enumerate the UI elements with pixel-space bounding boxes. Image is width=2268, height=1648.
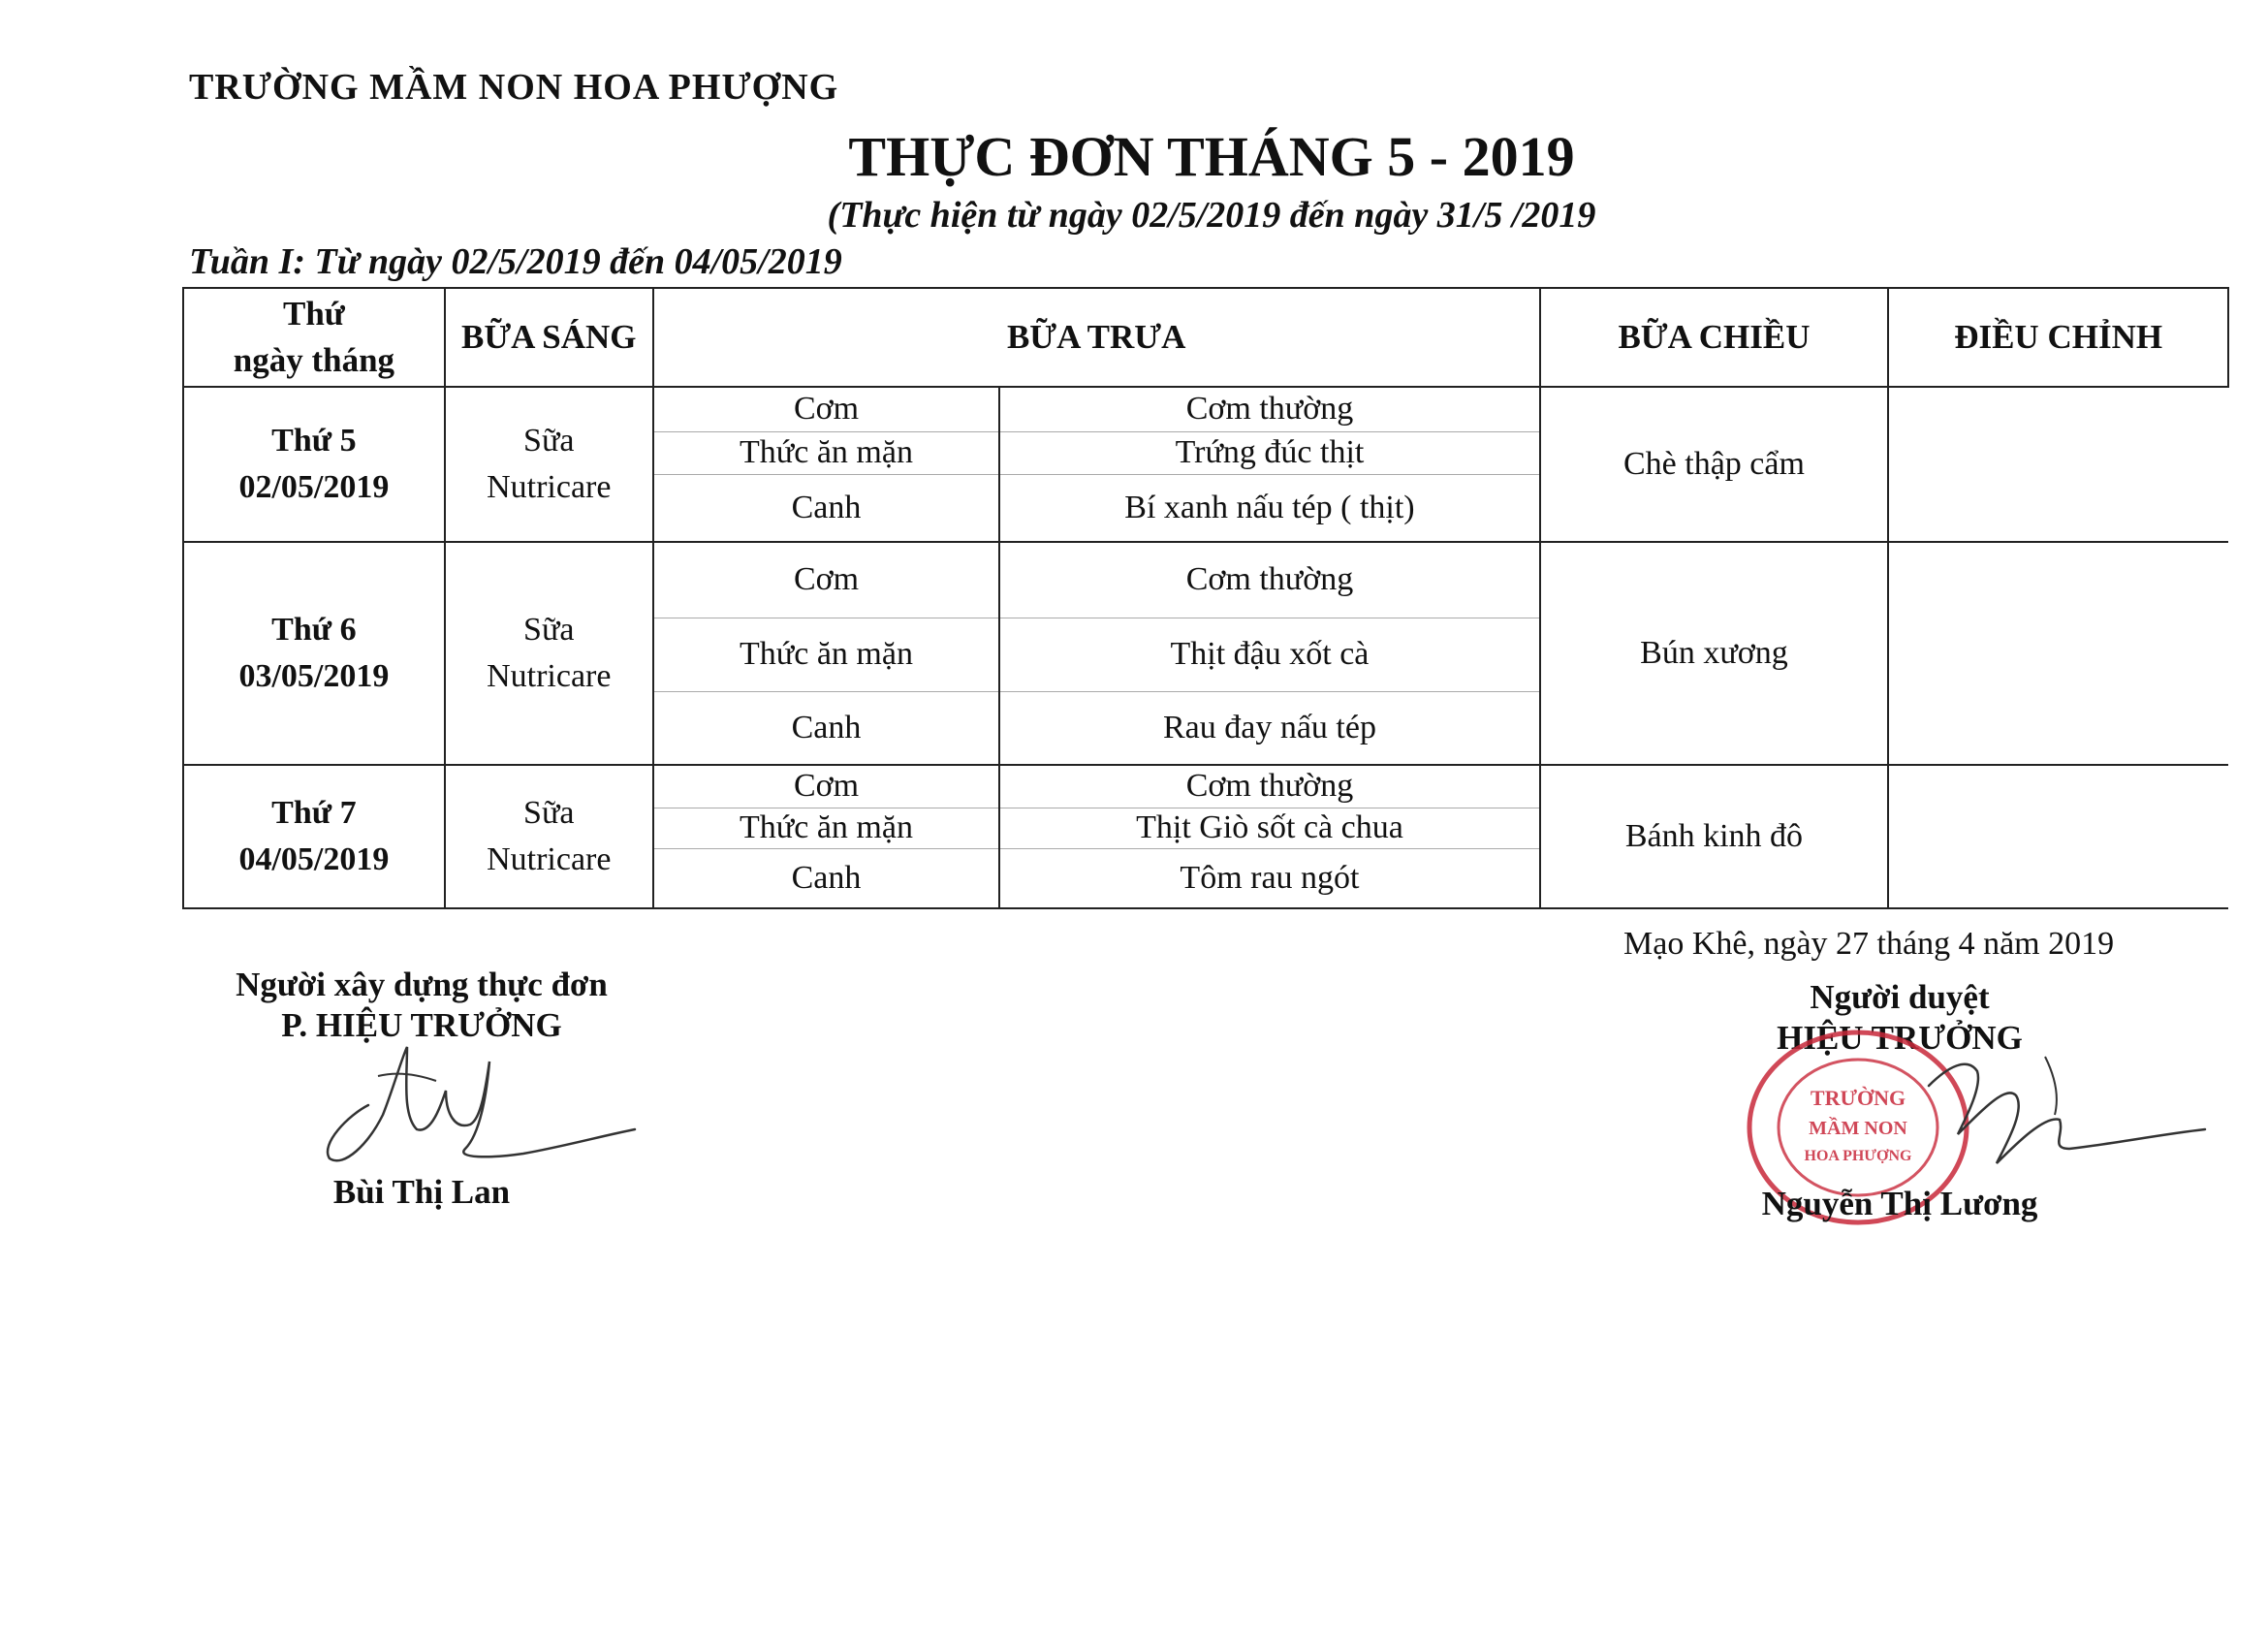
breakfast-cell	[445, 542, 653, 765]
table-row	[183, 765, 2228, 808]
breakfast-line2: Nutricare	[487, 469, 612, 505]
right-signatory-name: Nguyễn Thị Lương	[1761, 1185, 2038, 1222]
stamp-text-mid: MẦM NON	[1809, 1118, 1907, 1139]
header-afternoon: BỮA CHIỀU	[1540, 288, 1889, 387]
lunch-label: Canh	[653, 848, 1000, 908]
adjustment-cell	[1888, 387, 2228, 542]
stamp-text-top: TRƯỜNG	[1810, 1086, 1906, 1110]
right-signature	[1822, 1028, 2210, 1192]
afternoon-cell: Bún xương	[1540, 542, 1889, 765]
left-role-line1: Người xây dựng thực đơn	[236, 966, 608, 1003]
header-day	[183, 288, 445, 387]
right-role-line2: HIỆU TRƯỞNG	[1777, 1019, 2023, 1057]
place-date: Mạo Khê, ngày 27 tháng 4 năm 2019	[1623, 926, 2115, 962]
page-title: THỰC ĐƠN THÁNG 5 - 2019	[848, 125, 1575, 188]
lunch-label: Canh	[653, 474, 1000, 542]
breakfast-line1: Sữa	[523, 423, 575, 459]
breakfast-cell	[445, 765, 653, 908]
day-date: 04/05/2019	[238, 841, 390, 877]
afternoon-cell: Chè thập cẩm	[1540, 387, 1889, 542]
day-name: Thứ 5	[271, 423, 357, 459]
header-breakfast: BỮA SÁNG	[445, 288, 653, 387]
lunch-dish: Cơm thường	[999, 542, 1539, 618]
right-role-line1: Người duyệt	[1810, 978, 1990, 1016]
table-header-row	[183, 288, 2228, 387]
week-label: Tuần I: Từ ngày 02/5/2019 đến 04/05/2019	[189, 241, 842, 282]
lunch-label: Cơm	[653, 542, 1000, 618]
lunch-dish: Cơm thường	[999, 765, 1539, 808]
adjustment-cell	[1888, 765, 2228, 908]
lunch-label: Cơm	[653, 387, 1000, 431]
breakfast-line2: Nutricare	[487, 841, 612, 877]
day-cell	[183, 387, 445, 542]
header-day-line2: ngày tháng	[233, 341, 395, 379]
lunch-dish: Thịt Giò sốt cà chua	[999, 808, 1539, 848]
day-date: 03/05/2019	[238, 658, 390, 694]
day-name: Thứ 7	[271, 795, 357, 831]
header-day-line1: Thứ	[283, 295, 345, 333]
day-name: Thứ 6	[271, 612, 357, 648]
table-row	[183, 387, 2228, 431]
school-name: TRƯỜNG MẦM NON HOA PHƯỢNG	[189, 67, 839, 108]
lunch-dish: Bí xanh nấu tép ( thịt)	[999, 474, 1539, 542]
breakfast-line1: Sữa	[523, 612, 575, 648]
adjustment-cell	[1888, 542, 2228, 765]
lunch-label: Cơm	[653, 765, 1000, 808]
day-date: 02/05/2019	[238, 469, 390, 505]
lunch-dish: Cơm thường	[999, 387, 1539, 431]
stamp-text-bottom: HOA PHƯỢNG	[1804, 1148, 1912, 1164]
lunch-dish: Thịt đậu xốt cà	[999, 618, 1539, 691]
lunch-label: Thức ăn mặn	[653, 808, 1000, 848]
left-signatory-name: Bùi Thị Lan	[332, 1173, 511, 1211]
menu-table	[182, 287, 2229, 909]
lunch-label: Thức ăn mặn	[653, 431, 1000, 474]
lunch-dish: Tôm rau ngót	[999, 848, 1539, 908]
lunch-dish: Rau đay nấu tép	[999, 691, 1539, 765]
day-cell	[183, 542, 445, 765]
left-role-line2: P. HIỆU TRƯỞNG	[281, 1006, 562, 1044]
lunch-label: Thức ăn mặn	[653, 618, 1000, 691]
left-signatory-role	[208, 965, 635, 1046]
table-row	[183, 542, 2228, 618]
day-cell	[183, 765, 445, 908]
breakfast-cell	[445, 387, 653, 542]
page-subtitle: (Thực hiện từ ngày 02/5/2019 đến ngày 31/5 /2019	[827, 195, 1596, 236]
left-signature	[310, 1037, 640, 1173]
breakfast-line2: Nutricare	[487, 658, 612, 694]
header-lunch: BỮA TRƯA	[653, 288, 1540, 387]
lunch-label: Canh	[653, 691, 1000, 765]
header-adjustment: ĐIỀU CHỈNH	[1888, 288, 2228, 387]
lunch-dish: Trứng đúc thịt	[999, 431, 1539, 474]
afternoon-cell: Bánh kinh đô	[1540, 765, 1889, 908]
breakfast-line1: Sữa	[523, 795, 575, 831]
